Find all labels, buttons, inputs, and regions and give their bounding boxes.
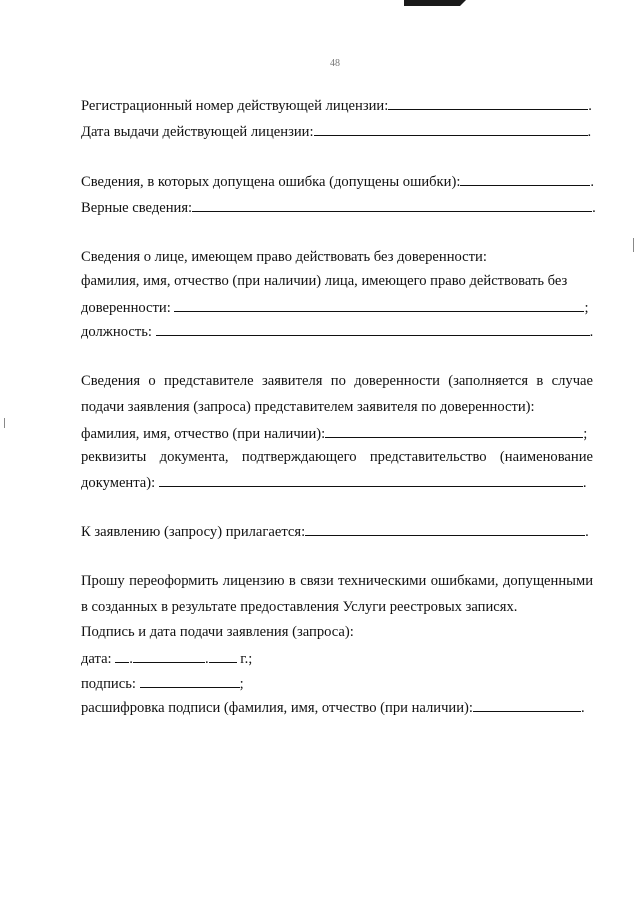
reg-number-line	[81, 96, 592, 115]
signature-line	[81, 674, 244, 693]
person-fio-label: доверенности:	[81, 300, 171, 316]
issue-date-line	[81, 122, 591, 141]
punct: .	[582, 475, 587, 491]
correct-info-line	[81, 198, 596, 217]
doc-field[interactable]	[159, 473, 583, 487]
issue-date-field[interactable]	[314, 122, 588, 136]
punct: .	[204, 651, 209, 667]
person-fio-field[interactable]	[174, 298, 584, 312]
date-line	[81, 649, 252, 668]
date-month-field[interactable]	[133, 649, 205, 663]
scan-edge-mark	[404, 0, 460, 6]
page-number: 48	[330, 58, 340, 69]
rep-fio-label: фамилия, имя, отчество (при наличии):	[81, 426, 326, 442]
reg-number-field[interactable]	[388, 96, 588, 110]
rep-text-a: Сведения о представителе заявителя по доверенности (заполняется в случае	[81, 373, 593, 389]
person-fio-text: фамилия, имя, отчество (при наличии) лица, имеющего право действовать без	[81, 273, 568, 289]
rep-fio-field[interactable]	[325, 424, 583, 438]
punct: ;	[584, 300, 589, 316]
error-info-field[interactable]	[460, 172, 590, 186]
position-label: должность:	[81, 324, 152, 340]
reg-number-label: Регистрационный номер действующей лицензии:	[81, 98, 389, 114]
punct: ;	[583, 426, 588, 442]
scan-mark	[633, 238, 634, 252]
doc-line	[81, 473, 587, 492]
punct: .	[129, 651, 133, 667]
punct: .	[589, 324, 594, 340]
attached-field[interactable]	[305, 522, 585, 536]
scan-mark	[4, 418, 5, 428]
request-text-b: в созданных в результате предоставления Услуги реестровых записях.	[81, 599, 518, 615]
sign-header: Подпись и дата подачи заявления (запроса):	[81, 624, 354, 640]
punct: ;	[239, 676, 244, 692]
rep-fio-line	[81, 424, 587, 443]
attached-line	[81, 522, 589, 541]
signature-field[interactable]	[140, 674, 240, 688]
position-line	[81, 322, 593, 341]
correct-info-field[interactable]	[192, 198, 592, 212]
decode-field[interactable]	[473, 698, 581, 712]
issue-date-label: Дата выдачи действующей лицензии:	[81, 124, 314, 140]
punct: .	[592, 200, 596, 216]
punct: .	[587, 124, 592, 140]
error-info-label: Сведения, в которых допущена ошибка (допущены ошибки):	[81, 174, 461, 190]
decode-line	[81, 698, 585, 717]
date-year-field[interactable]	[209, 649, 237, 663]
request-text-a: Прошу переоформить лицензию в связи техническими ошибками, допущенными	[81, 573, 593, 589]
punct: .	[590, 174, 595, 190]
error-info-line	[81, 172, 594, 191]
doc-label: документа):	[81, 475, 156, 491]
doc-text-a: реквизиты документа, подтверждающего представительство (наименование	[81, 449, 593, 465]
correct-info-label: Верные сведения:	[81, 200, 193, 216]
person-header: Сведения о лице, имеющем право действовать без доверенности:	[81, 249, 487, 265]
rep-text-b: подачи заявления (запроса) представителем заявителя по доверенности):	[81, 399, 535, 415]
attached-label: К заявлению (запросу) прилагается:	[81, 524, 306, 540]
punct: .	[585, 524, 589, 540]
person-fio-line	[81, 298, 589, 317]
signature-label: подпись:	[81, 676, 136, 692]
year-suffix: г.;	[240, 651, 253, 667]
punct: .	[580, 700, 585, 716]
position-field[interactable]	[156, 322, 590, 336]
decode-label: расшифровка подписи (фамилия, имя, отчество (при наличии):	[81, 700, 473, 716]
punct: .	[588, 98, 592, 114]
date-label: дата:	[81, 651, 112, 667]
date-day-field[interactable]	[115, 649, 129, 663]
